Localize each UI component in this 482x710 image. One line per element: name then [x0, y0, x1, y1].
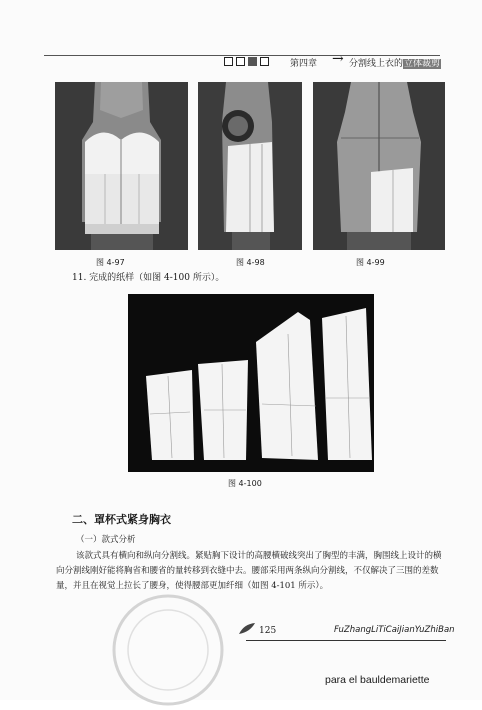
leaf-icon	[238, 622, 256, 636]
scanner-signature: para el bauldemariette	[325, 674, 430, 686]
subsection-heading: （一）款式分析	[76, 535, 136, 545]
figure-caption: 图 4-98	[236, 258, 265, 267]
section-title	[349, 56, 441, 69]
section-title-highlight: 立体裁剪	[404, 59, 441, 69]
footer-rule	[246, 640, 446, 641]
dress-form-back-illustration	[313, 82, 445, 250]
dress-form-front-illustration	[55, 82, 188, 250]
page-number: 125	[259, 626, 277, 636]
header-square	[248, 57, 257, 66]
section-title-plain: 分割线上衣的	[349, 59, 404, 69]
paper-pattern-illustration	[128, 294, 374, 472]
series-title: FuZhangLiTiCaiJianYuZhiBan	[334, 625, 455, 635]
header-square	[224, 57, 233, 66]
figure-caption: 图 4-97	[96, 258, 125, 267]
library-stamp-watermark	[108, 590, 228, 710]
section-heading: 二、罩杯式紧身胸衣	[72, 513, 171, 526]
body-paragraph: 该款式具有横向和纵向分割线。紧贴胸下设计的高腰横破线突出了胸型的丰满，胸围线上设计的横向分割线刚好能将胸省和腰省的量转移到衣缝中去。腰部采用两条纵向分割线，不仅解决了三围的差数量，并且在视觉上拉长了腰身，使得腰部更加纤细（如图 4-101 所示）。	[56, 551, 442, 591]
photo-front-bodice	[55, 82, 188, 250]
chapter-label: 第四章	[290, 59, 318, 69]
photo-side-bodice	[198, 82, 302, 250]
page-header	[0, 44, 482, 74]
header-square	[236, 57, 245, 66]
photo-paper-pattern	[128, 294, 374, 472]
photo-back-bodice	[313, 82, 445, 250]
figure-caption: 图 4-100	[228, 479, 262, 488]
figure-caption: 图 4-99	[356, 258, 385, 267]
header-squares	[224, 57, 269, 66]
header-square	[260, 57, 269, 66]
dress-form-side-illustration	[198, 82, 302, 250]
arrow-icon: →	[332, 51, 344, 67]
step-11-text: 11. 完成的纸样（如图 4-100 所示）。	[72, 273, 225, 283]
